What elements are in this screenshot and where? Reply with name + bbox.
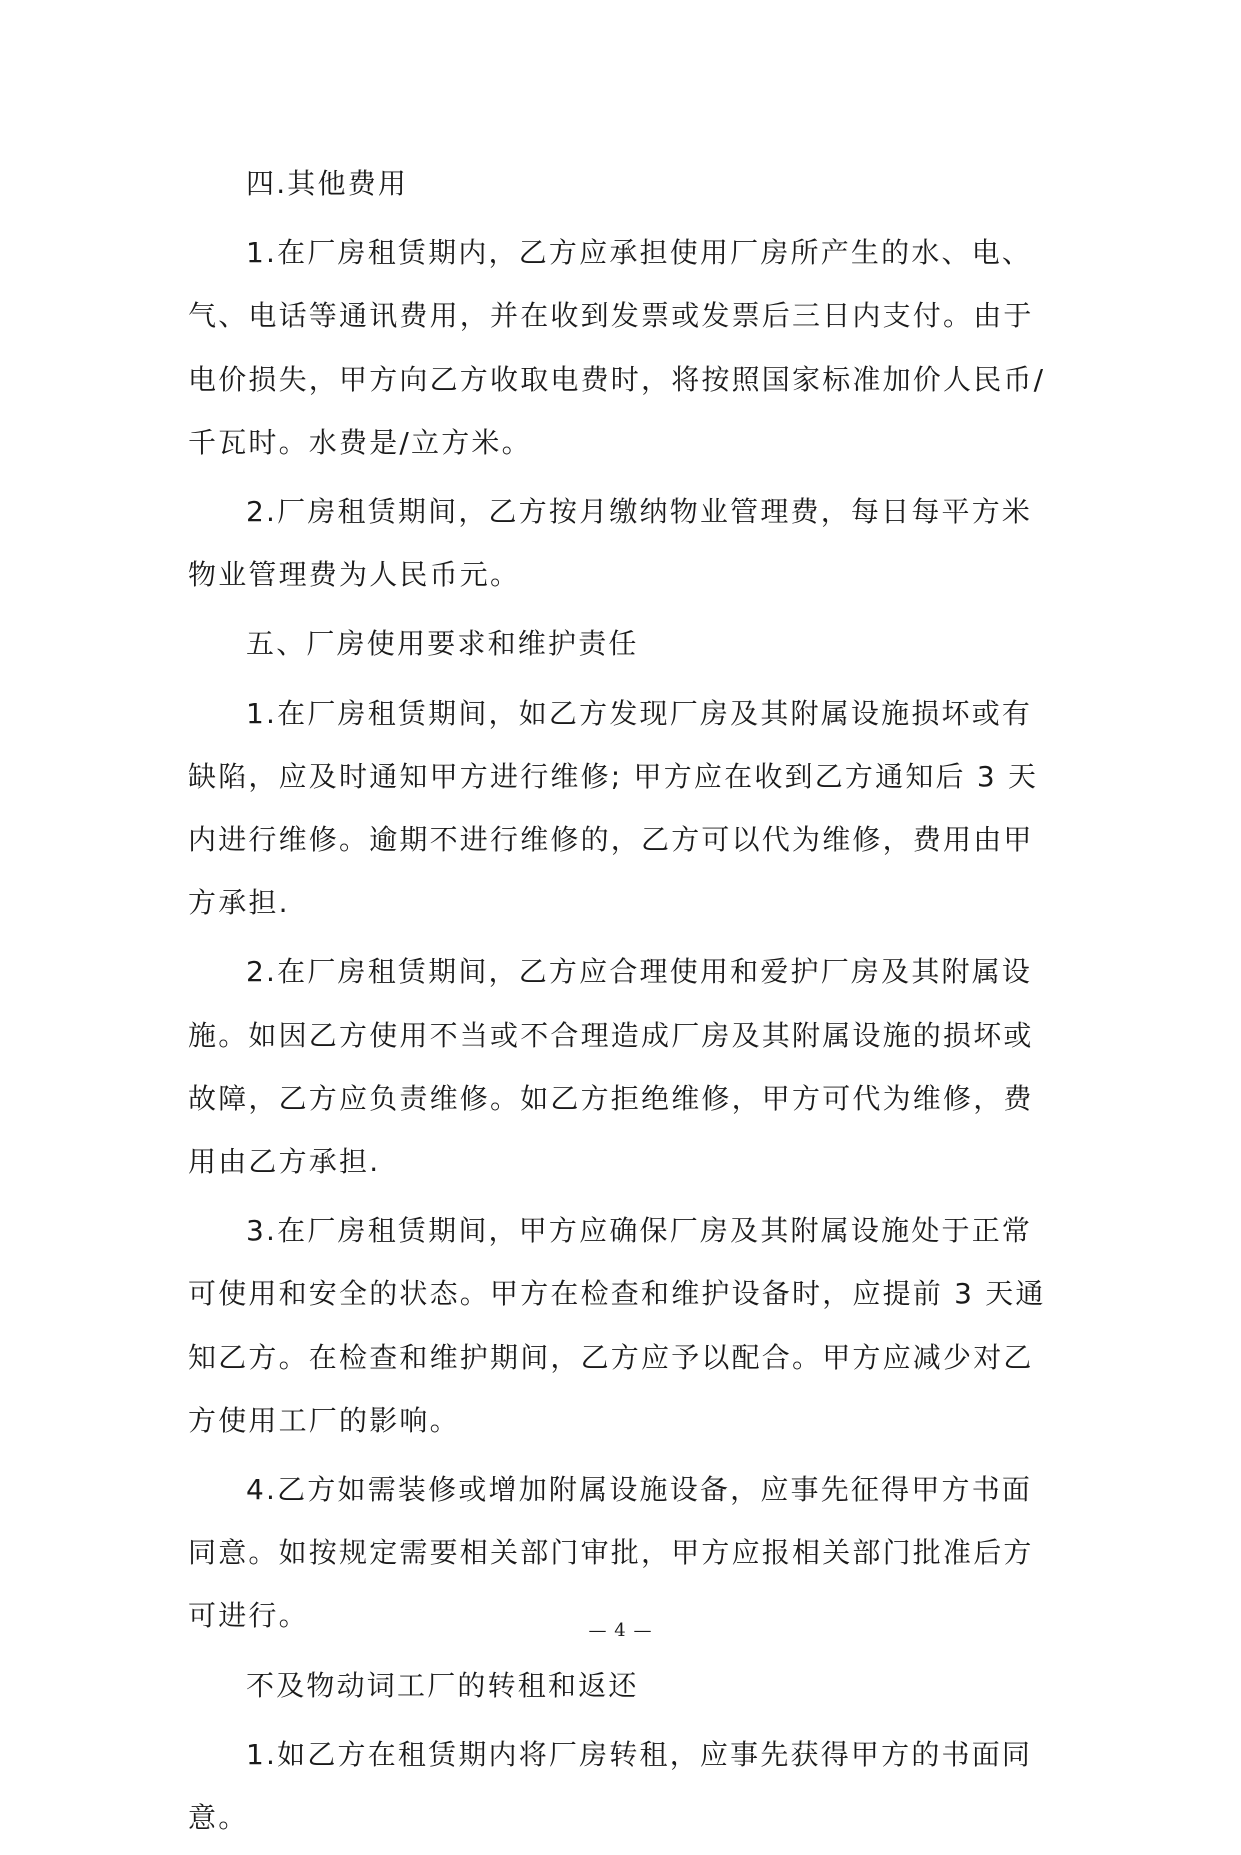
document-body <box>188 152 1060 1855</box>
section-5-item-3: 3.在厂房租赁期间，甲方应确保厂房及其附属设施处于正常可使用和安全的状态。甲方在检查和维护设备时，应提前 3 天通知乙方。在检查和维护期间，乙方应予以配合。甲方应减少对乙方使用工厂的影响。 <box>188 1214 1046 1437</box>
section-4-heading: 四.其他费用 <box>246 167 409 200</box>
section-5-item-2: 2.在厂房租赁期间，乙方应合理使用和爱护厂房及其附属设施。如因乙方使用不当或不合理造成厂房及其附属设施的损坏或故障，乙方应负责维修。如乙方拒绝维修，甲方可代为维修，费用由乙方承担. <box>188 955 1034 1179</box>
page-number: — 4 — <box>588 1620 653 1641</box>
section-4-item-1: 1.在厂房租赁期内，乙方应承担使用厂房所产生的水、电、气、电话等通讯费用，并在收到发票或发票后三日内支付。由于电价损失，甲方向乙方收取电费时，将按照国家标准加价人民币/千瓦时。水费是/立方米。 <box>188 236 1046 459</box>
section-6-item-1: 1.如乙方在租赁期内将厂房转租，应事先获得甲方的书面同意。 <box>188 1737 1033 1835</box>
section-4-item-2: 2.厂房租赁期间，乙方按月缴纳物业管理费，每日每平方米物业管理费为人民币元。 <box>188 495 1033 592</box>
section-5-item-4: 4.乙方如需装修或增加附属设施设备，应事先征得甲方书面同意。如按规定需要相关部门审批，甲方应报相关部门批准后方可进行。 <box>188 1473 1034 1633</box>
section-6-heading: 不及物动词工厂的转租和返还 <box>246 1668 639 1702</box>
section-5-item-1: 1.在厂房租赁期间，如乙方发现厂房及其附属设施损坏或有缺陷，应及时通知甲方进行维修; 甲方应在收到乙方通知后 3 天内进行维修。逾期不进行维修的，乙方可以代为维修，费用由甲方承担. <box>188 696 1039 920</box>
section-5-heading: 五、厂房使用要求和维护责任 <box>246 627 639 661</box>
